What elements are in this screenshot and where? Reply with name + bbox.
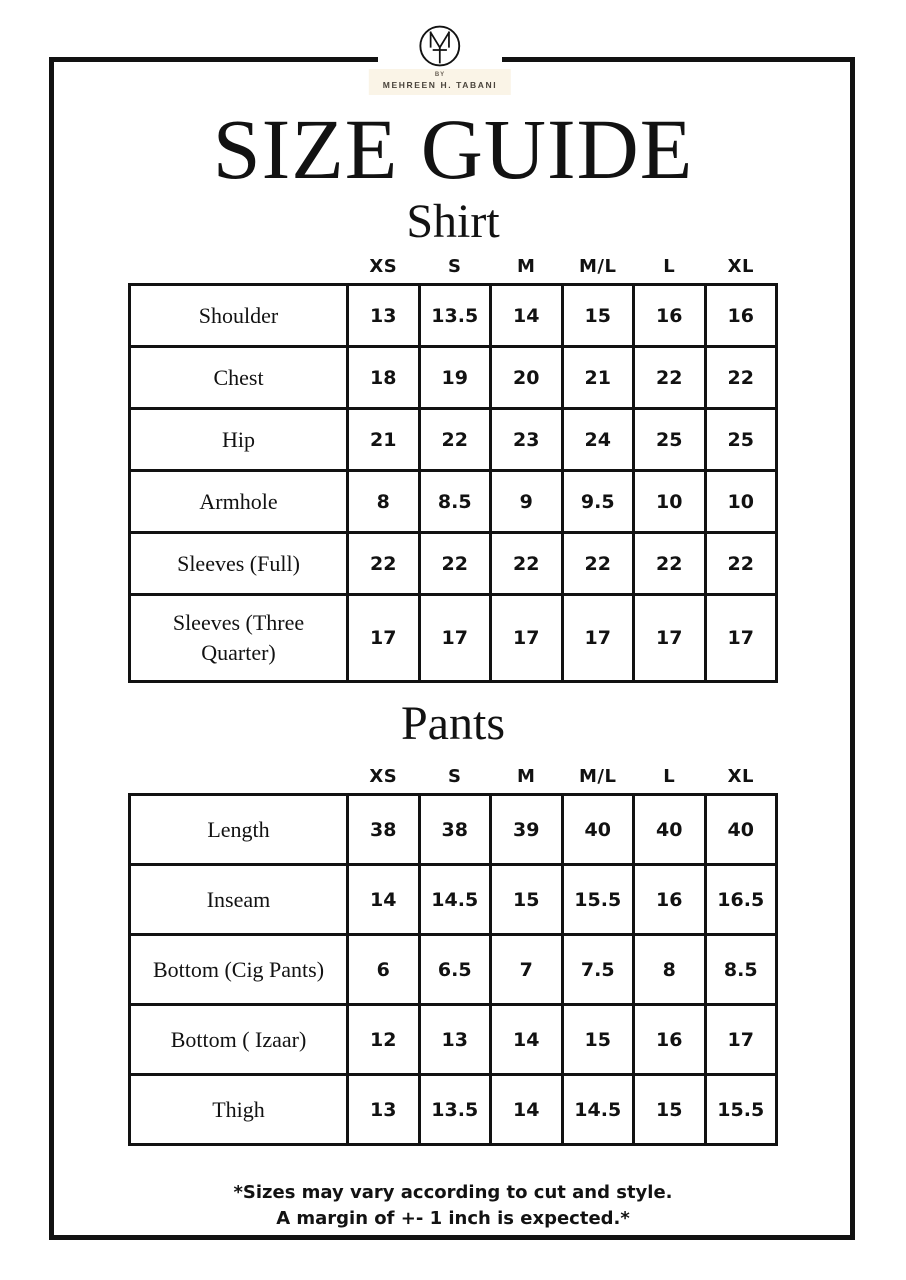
measurement-value: 25	[634, 409, 706, 471]
measurement-row	[130, 595, 777, 682]
measurement-label: Hip	[130, 409, 348, 471]
measurement-value: 40	[634, 795, 706, 865]
measurement-label: Length	[130, 795, 348, 865]
frame-border-top-right	[502, 57, 855, 62]
measurement-row	[130, 347, 777, 409]
size-column-header: M/L	[579, 256, 617, 277]
measurement-row	[130, 795, 777, 865]
measurement-value: 17	[705, 595, 777, 682]
measurement-value: 40	[562, 795, 634, 865]
measurement-value: 10	[634, 471, 706, 533]
measurement-value: 14.5	[562, 1075, 634, 1145]
measurement-value: 22	[348, 533, 420, 595]
measurement-value: 38	[419, 795, 491, 865]
measurement-value: 15	[491, 865, 563, 935]
measurement-value: 22	[705, 533, 777, 595]
size-header-row	[130, 250, 777, 285]
measurement-value: 20	[491, 347, 563, 409]
measurement-value: 14	[491, 1075, 563, 1145]
measurement-row	[130, 285, 777, 347]
size-column-header: S	[448, 766, 462, 787]
measurement-row	[130, 533, 777, 595]
shirt-table	[128, 250, 778, 683]
measurement-value: 8.5	[705, 935, 777, 1005]
measurement-value: 17	[634, 595, 706, 682]
measurement-row	[130, 865, 777, 935]
measurement-value: 15.5	[562, 865, 634, 935]
measurement-value: 14	[491, 1005, 563, 1075]
measurement-value: 8	[348, 471, 420, 533]
measurement-row	[130, 1005, 777, 1075]
measurement-value: 14.5	[419, 865, 491, 935]
brand-name: MEHREEN H. TABANI	[382, 80, 498, 90]
footer-note	[0, 1180, 906, 1232]
measurement-value: 38	[348, 795, 420, 865]
measurement-value: 39	[491, 795, 563, 865]
measurement-row	[130, 935, 777, 1005]
measurement-value: 16.5	[705, 865, 777, 935]
frame-border-top-left	[49, 57, 378, 62]
shirt-size-table	[128, 250, 778, 683]
measurement-value: 9.5	[562, 471, 634, 533]
measurement-value: 8	[634, 935, 706, 1005]
measurement-value: 16	[634, 865, 706, 935]
measurement-value: 17	[705, 1005, 777, 1075]
measurement-value: 13.5	[419, 285, 491, 347]
pants-table	[128, 760, 778, 1146]
measurement-value: 17	[491, 595, 563, 682]
measurement-value: 10	[705, 471, 777, 533]
measurement-value: 17	[348, 595, 420, 682]
measurement-value: 22	[562, 533, 634, 595]
measurement-label: Chest	[130, 347, 348, 409]
measurement-value: 16	[634, 285, 706, 347]
measurement-value: 25	[705, 409, 777, 471]
size-column-spacer	[130, 250, 348, 285]
size-column-header: L	[663, 256, 676, 277]
size-header-row	[130, 760, 777, 795]
measurement-value: 22	[705, 347, 777, 409]
measurement-value: 15	[562, 1005, 634, 1075]
measurement-value: 7.5	[562, 935, 634, 1005]
measurement-value: 13	[348, 1075, 420, 1145]
footer-line-2: A margin of +- 1 inch is expected.*	[276, 1208, 630, 1230]
size-column-header: M	[517, 766, 536, 787]
measurement-value: 6.5	[419, 935, 491, 1005]
measurement-value: 9	[491, 471, 563, 533]
measurement-value: 40	[705, 795, 777, 865]
measurement-label: Shoulder	[130, 285, 348, 347]
measurement-value: 15.5	[705, 1075, 777, 1145]
measurement-label: Armhole	[130, 471, 348, 533]
measurement-value: 17	[562, 595, 634, 682]
size-column-header: S	[448, 256, 462, 277]
measurement-value: 8.5	[419, 471, 491, 533]
measurement-label: Thigh	[130, 1075, 348, 1145]
measurement-label: Sleeves (Full)	[130, 533, 348, 595]
measurement-value: 14	[491, 285, 563, 347]
size-column-header: XL	[727, 256, 754, 277]
measurement-value: 14	[348, 865, 420, 935]
measurement-label: Inseam	[130, 865, 348, 935]
measurement-label: Bottom (Cig Pants)	[130, 935, 348, 1005]
footer-line-1: *Sizes may vary according to cut and style.	[233, 1182, 673, 1203]
brand-by-label: BY	[434, 72, 446, 78]
measurement-value: 15	[562, 285, 634, 347]
page-title: SIZE GUIDE	[212, 101, 694, 197]
measurement-value: 21	[348, 409, 420, 471]
size-column-header: XS	[369, 256, 398, 277]
measurement-value: 13.5	[419, 1075, 491, 1145]
measurement-value: 13	[419, 1005, 491, 1075]
shirt-section-title: Shirt	[406, 195, 500, 248]
measurement-row	[130, 471, 777, 533]
size-column-header: XL	[727, 766, 754, 787]
brand-monogram-icon	[369, 24, 511, 68]
size-column-header: XS	[369, 766, 398, 787]
measurement-label: Sleeves (Three Quarter)	[130, 595, 348, 682]
pants-section-title: Pants	[400, 697, 505, 750]
size-column-header: L	[663, 766, 676, 787]
measurement-value: 6	[348, 935, 420, 1005]
measurement-row	[130, 409, 777, 471]
measurement-value: 22	[419, 409, 491, 471]
size-column-header: M/L	[579, 766, 617, 787]
pants-size-table	[128, 760, 778, 1146]
measurement-value: 16	[705, 285, 777, 347]
measurement-value: 22	[634, 347, 706, 409]
brand-text-block	[369, 69, 511, 95]
size-column-spacer	[130, 760, 348, 795]
measurement-value: 13	[348, 285, 420, 347]
measurement-row	[130, 1075, 777, 1145]
measurement-value: 7	[491, 935, 563, 1005]
measurement-value: 17	[419, 595, 491, 682]
measurement-value: 22	[634, 533, 706, 595]
size-column-header: M	[517, 256, 536, 277]
measurement-value: 15	[634, 1075, 706, 1145]
measurement-value: 12	[348, 1005, 420, 1075]
measurement-value: 19	[419, 347, 491, 409]
measurement-value: 18	[348, 347, 420, 409]
measurement-value: 22	[419, 533, 491, 595]
measurement-value: 23	[491, 409, 563, 471]
brand-logo	[369, 24, 511, 95]
measurement-value: 16	[634, 1005, 706, 1075]
measurement-value: 21	[562, 347, 634, 409]
measurement-value: 22	[491, 533, 563, 595]
measurement-value: 24	[562, 409, 634, 471]
frame-border-bottom	[49, 1235, 855, 1240]
measurement-label: Bottom ( Izaar)	[130, 1005, 348, 1075]
